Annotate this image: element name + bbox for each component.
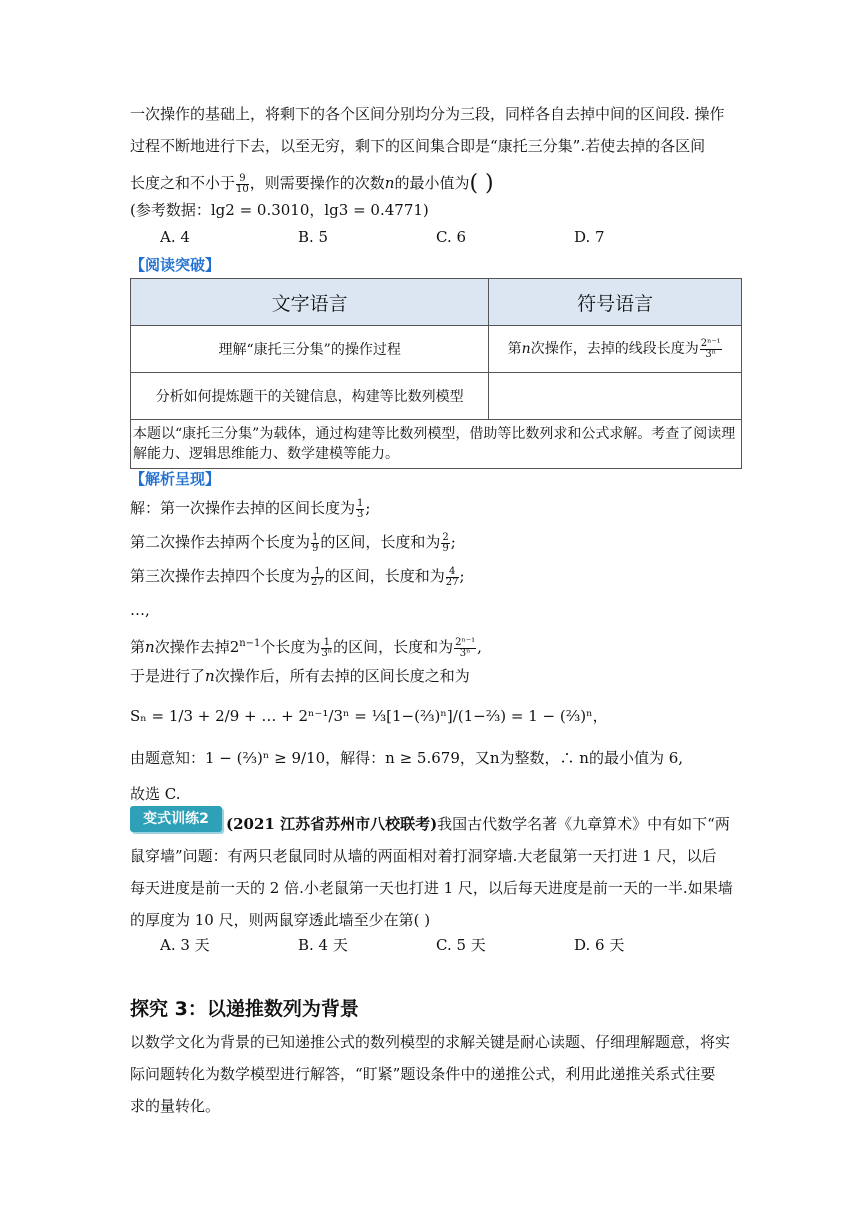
analysis-step-3: 第三次操作去掉四个长度为 $\frac{1}{27}$ 的区间，长度和为 $\frac{4}{27}$ ; xyxy=(130,565,465,588)
exercise-source: (2021 江苏省苏州市八校联考)我国古代数学名著《九章算术》中有如下“两 xyxy=(226,815,730,833)
option-a: A. 4 xyxy=(160,228,190,246)
exercise-option-d: D. 6 天 xyxy=(574,936,625,954)
exercise-option-c: C. 5 天 xyxy=(436,936,486,954)
analysis-tag: 【解析呈现】 xyxy=(130,470,221,488)
row2-col2 xyxy=(489,373,742,420)
analysis-step-n: 第n次操作去掉$2^{n-1}$个长度为 $\frac{1}{\text{3ⁿ}}$ 的区间，长度和为 $\frac{\text{2ⁿ⁻¹}}{\text{3ⁿ}}$ , xyxy=(130,636,482,659)
problem-line-1: 一次操作的基础上，将剩下的各个区间分别均分为三段，同样各自去掉中间的区间段. 操作 xyxy=(130,105,725,123)
exercise-line-3: 每天进度是前一天的 2 倍.小老鼠第一天也打进 1 尺，以后每天进度是前一天的一半.如果墙 xyxy=(130,879,733,897)
fraction-nine-tenths: $\frac{9}{10}$ xyxy=(236,172,249,195)
exercise-line-4: 的厚度为 10 尺，则两鼠穿透此墙至少在第( ) xyxy=(130,911,431,929)
col-header-text-language: 文字语言 xyxy=(131,279,489,326)
col-header-symbol-language: 符号语言 xyxy=(489,279,742,326)
exercise-option-b: B. 4 天 xyxy=(298,936,348,954)
problem-line-2: 过程不断地进行下去，以至无穷，剩下的区间集合即是“康托三分集”.若使去掉的各区间 xyxy=(130,137,706,155)
explore-3-heading: 探究 3：以递推数列为背景 xyxy=(130,998,359,1020)
row2-col1: 分析如何提炼题干的关键信息，构建等比数列模型 xyxy=(131,373,489,420)
analysis-step-1: 解：第一次操作去掉的区间长度为 $\frac{1}{3}$ ; xyxy=(130,497,371,520)
answer-blank: ( ) xyxy=(469,171,494,196)
analysis-sum-formula: Sₙ = 1/3 + 2/9 + … + 2ⁿ⁻¹/3ⁿ = ⅓[1−(⅔)ⁿ]/(1−⅔) = 1 − (⅔)ⁿ， xyxy=(130,707,608,725)
problem-line-3: 长度之和不小于 $\frac{9}{10}$ ，则需要操作的次数n的最小值为( ) xyxy=(130,171,494,196)
option-d: D. 7 xyxy=(574,228,605,246)
row1-col1: 理解“康托三分集”的操作过程 xyxy=(131,326,489,373)
reading-table xyxy=(130,278,742,469)
analysis-inequality: 由题意知：1 − (⅔)ⁿ ≥ 9/10，解得：n ≥ 5.679，又n为整数，∴ n的最小值为 6, xyxy=(130,749,684,767)
option-c: C. 6 xyxy=(436,228,467,246)
analysis-step-2: 第二次操作去掉两个长度为 $\frac{1}{9}$ 的区间，长度和为 $\frac{2}{9}$ ; xyxy=(130,531,456,554)
reading-summary: 本题以“康托三分集”为载体，通过构建等比数列模型，借助等比数列求和公式求解。考查了阅读理解能力、逻辑思维能力、数学建模等能力。 xyxy=(131,420,742,469)
reading-tag: 【阅读突破】 xyxy=(130,256,221,274)
explore-3-para-3: 求的量转化。 xyxy=(130,1097,221,1115)
option-b: B. 5 xyxy=(298,228,329,246)
exercise-option-a: A. 3 天 xyxy=(160,936,210,954)
reference-data: (参考数据：lg2 = 0.3010，lg3 = 0.4771) xyxy=(130,201,429,219)
exercise-line-2: 鼠穿墙”问题：有两只老鼠同时从墙的两面相对着打洞穿墙.大老鼠第一天打进 1 尺，以后 xyxy=(130,847,717,865)
explore-3-para-1: 以数学文化为背景的已知递推公式的数列模型的求解关键是耐心读题、仔细理解题意，将实 xyxy=(130,1033,731,1051)
problem-options xyxy=(160,228,720,246)
row1-col2: 第n次操作，去掉的线段长度为 $\frac{\text{2ⁿ⁻¹}}{\text{3ⁿ}}$ xyxy=(489,326,742,373)
analysis-answer: 故选 C. xyxy=(130,785,181,803)
exercise-options xyxy=(160,934,720,955)
explore-3-para-2: 际问题转化为数学模型进行解答，“盯紧”题设条件中的递推公式，利用此递推关系式往要 xyxy=(130,1065,716,1083)
analysis-step-ellipsis: …, xyxy=(130,601,150,619)
exercise-badge: 变式训练2 xyxy=(130,806,222,832)
analysis-step-sum-intro: 于是进行了n次操作后，所有去掉的区间长度之和为 xyxy=(130,667,470,685)
